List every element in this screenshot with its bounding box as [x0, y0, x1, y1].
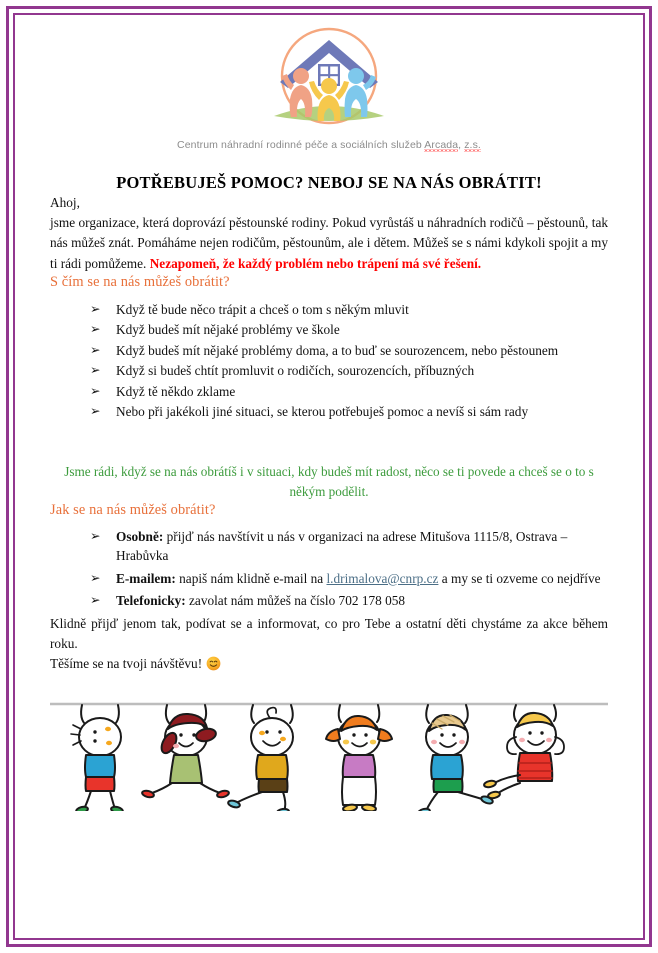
list-item [90, 361, 608, 381]
list-item [90, 341, 608, 361]
list-item-label: Když budeš mít nějaké problémy ve škole [116, 322, 340, 338]
list-item [90, 402, 608, 422]
contact-text-after: a my se ti ozveme co nejdříve [438, 570, 601, 586]
intro-emphasis: Nezapomeň, že každý problém nebo trápení má své řešení. [149, 255, 482, 271]
intro-text: jsme organizace, která doprovází pěstounské rodiny. Pokud vyrůstáš u náhradních rodičů – pěstounů, tak nás můžeš znát. Pomáháme nejen rodičům, pěstounům, ale i dětem. Můžeš se s námi kdykoli spojit a my ti rádi pomůžeme. [50, 215, 608, 271]
house-with-family-logo [254, 20, 404, 138]
section-heading-reasons: S čím se na nás můžeš obrátit? [50, 273, 230, 290]
email-link[interactable]: l.drimalova@cnrp.cz [326, 570, 439, 586]
list-item-phone [90, 591, 608, 611]
child-2 [141, 705, 229, 798]
contact-label: Telefonicky: [116, 593, 186, 609]
child-4 [326, 705, 392, 811]
child-5 [417, 705, 493, 811]
page-title: POTŘEBUJEŠ POMOC? NEBOJ SE NA NÁS OBRÁTIT! [116, 173, 542, 192]
kids-svg [50, 693, 608, 811]
list-item-label: Když tě někdo zklame [116, 383, 236, 399]
list-item-label: Když tě bude něco trápit a chceš o tom s někým mluvit [116, 301, 409, 317]
intro-paragraph [50, 213, 608, 274]
organization-name-line [50, 139, 608, 151]
child-1 [71, 705, 124, 811]
greeting-text: Ahoj, [50, 195, 80, 210]
list-item [90, 300, 608, 320]
list-item-label: Když si budeš chtít promluvit o rodičích, sourozencích, příbuzných [116, 363, 475, 379]
list-item-email [90, 569, 608, 589]
reasons-list [50, 300, 608, 422]
organization-line-prefix: Centrum náhradní rodinné péče a sociálních služeb [177, 139, 425, 151]
organization-name: Arcada [424, 139, 459, 151]
contact-list [50, 527, 608, 611]
organization-logo [50, 20, 608, 143]
contact-text: zavolat nám můžeš na číslo 702 178 058 [185, 593, 406, 609]
list-item [90, 382, 608, 402]
section-heading-contact: Jak se na nás můžeš obrátit? [50, 501, 216, 518]
contact-text-before: napiš nám klidně e-mail na [175, 570, 327, 586]
child-6 [484, 705, 564, 799]
green-note-text: Jsme rádi, když se na nás obrátíš i v situaci, kdy budeš mít radost, něco se ti povede a chceš se o to s někým podělit. [64, 464, 594, 499]
organization-separator: , [458, 139, 465, 151]
child-3 [227, 705, 293, 811]
see-you-text: Těšíme se na tvoji návštěvu! [50, 656, 203, 672]
list-item-label: Když budeš mít nějaké problémy doma, a to buď se sourozencem, nebo pěstounem [116, 342, 559, 358]
see-you-paragraph [50, 654, 608, 677]
contact-text: přijď nás navštívit u nás v organizaci na adrese Mitušova 1115/8, Ostrava – Hrabůvka [116, 528, 568, 564]
smiling-face-emoji [206, 656, 221, 677]
list-item-label: Nebo při jakékoli jiné situaci, se kterou potřebuješ pomoc a nevíš si sám rady [116, 404, 529, 420]
closing-paragraph: Klidně přijď jenom tak, podívat se a informovat, co pro Tebe a ostatní děti chystáme za akce během roku. [50, 615, 608, 651]
contact-label: E-mailem: [116, 570, 176, 586]
list-item-in-person [90, 527, 608, 566]
list-item [90, 320, 608, 340]
contact-label: Osobně: [116, 528, 164, 544]
children-hanging-from-bar-illustration [50, 693, 608, 811]
organization-legal-form: z.s. [464, 139, 481, 151]
